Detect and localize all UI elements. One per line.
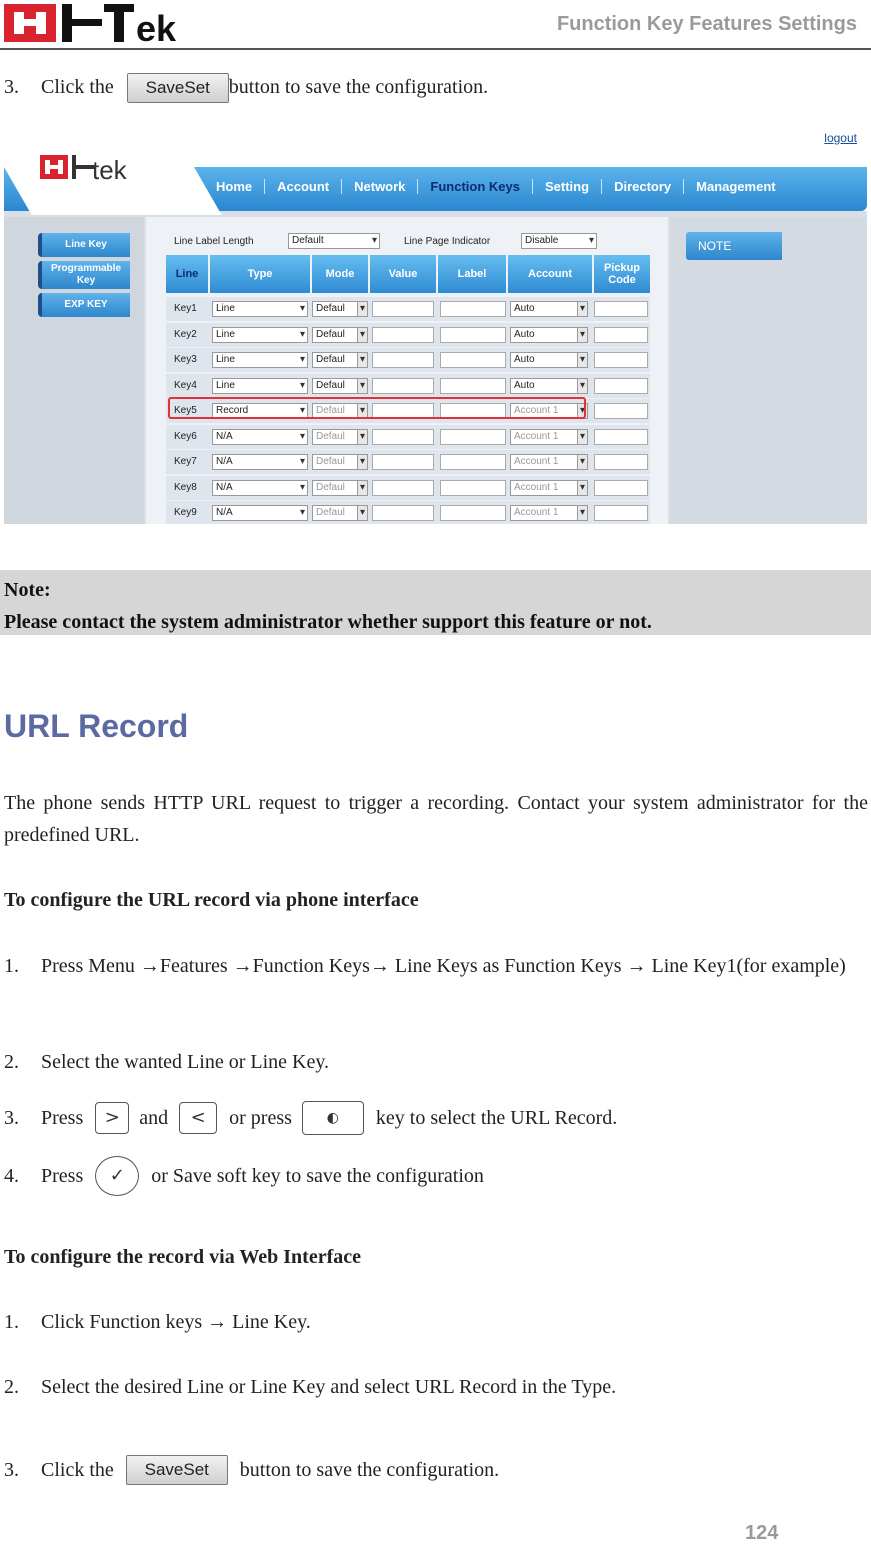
step-text: key to select the URL Record. [375, 1106, 618, 1129]
pickup-code-input [594, 429, 648, 445]
step-text: Press Menu →Features →Function Keys→ Line Keys as Function Keys → Line Key1(for example) [41, 955, 846, 977]
label-input [440, 378, 506, 394]
step-text: or Save soft key to save the configuration [151, 1164, 484, 1187]
col-pickup-code: Pickup Code [594, 255, 650, 293]
label-input [440, 327, 506, 343]
step-text: Click the [41, 76, 114, 98]
page-header-title: Function Key Features Settings [556, 13, 857, 35]
note-label: Note: [4, 579, 51, 601]
step-text: or press [229, 1106, 292, 1129]
web-step-2 [4, 1372, 616, 1403]
step-text: Press [41, 1164, 84, 1187]
label-input [440, 429, 506, 445]
value-input [372, 378, 434, 394]
step-text: and [139, 1106, 169, 1129]
web-step-3 [4, 1450, 499, 1490]
pickup-code-input [594, 480, 648, 496]
phone-step-3 [4, 1092, 617, 1144]
header-divider [0, 48, 871, 50]
step-text: Select the wanted Line or Line Key. [41, 1051, 330, 1073]
mode-select: Defaul ▾ [312, 301, 368, 317]
phone-heading: To configure the URL record via phone interface [4, 889, 419, 911]
web-heading: To configure the record via Web Interface [4, 1246, 361, 1268]
step-text: button to save the configuration. [228, 76, 489, 98]
section-title: URL Record [4, 708, 189, 744]
line-page-indicator-label: Line Page Indicator [404, 236, 491, 247]
svg-text:ek: ek [136, 8, 177, 44]
nav-account: Account [265, 179, 342, 194]
key-name: Key5 [174, 405, 197, 416]
page-number: 124 [745, 1522, 779, 1544]
step-number: 2. [4, 1051, 19, 1073]
sidebar-programmable-key: Programmable Key [38, 261, 130, 289]
htek-logo [4, 2, 194, 44]
mode-select: Defaul ▾ [312, 403, 368, 419]
type-select: Line ▾ [212, 378, 308, 394]
step-text: button to save the configuration. [239, 1458, 500, 1481]
section-intro: The phone sends HTTP URL request to trigger a recording. Contact your system administrator for the predefined URL. [4, 792, 868, 846]
mode-select: Defaul ▾ [312, 429, 368, 445]
mode-select: Defaul ▾ [312, 352, 368, 368]
phone-step-2 [4, 1047, 329, 1078]
col-value: Value [370, 255, 436, 293]
step-number: 4. [4, 1164, 19, 1187]
account-select: Account 1 ▾ [510, 505, 588, 521]
pickup-code-input [594, 327, 648, 343]
line-page-indicator-select: Disable ▾ [521, 233, 597, 249]
nav-management: Management [696, 179, 776, 194]
note-box [0, 570, 871, 635]
key-name: Key3 [174, 354, 197, 365]
right-arrow-key-icon: > [95, 1102, 129, 1134]
saveset-button-image: SaveSet [126, 1455, 228, 1485]
type-select: N/A ▾ [212, 454, 308, 470]
type-select: N/A ▾ [212, 429, 308, 445]
pickup-code-input [594, 403, 648, 419]
ok-check-key-icon: ✓ [95, 1156, 139, 1196]
col-account: Account [508, 255, 592, 293]
account-select: Auto ▾ [510, 352, 588, 368]
step-number: 1. [4, 955, 19, 977]
svg-text:tek: tek [92, 155, 127, 183]
account-select: Account 1 ▾ [510, 403, 588, 419]
step-text: Select the desired Line or Line Key and select URL Record in the Type. [41, 1376, 617, 1398]
type-select: Record ▾ [212, 403, 308, 419]
pickup-code-input [594, 454, 648, 470]
navigation-key-icon: ◐ [302, 1101, 364, 1135]
phone-step-1 [4, 950, 868, 982]
label-input [440, 505, 506, 521]
key-name: Key6 [174, 431, 197, 442]
note-text: Please contact the system administrator whether support this feature or not. [4, 611, 652, 633]
sidebar-exp-key: EXP KEY [38, 293, 130, 317]
phone-step-4 [4, 1152, 484, 1200]
step-text: Click the [41, 1458, 114, 1481]
label-input [440, 480, 506, 496]
account-select: Auto ▾ [510, 327, 588, 343]
value-input [372, 480, 434, 496]
value-input [372, 429, 434, 445]
line-label-length-select: Default ▾ [288, 233, 380, 249]
type-select: Line ▾ [212, 352, 308, 368]
value-input [372, 327, 434, 343]
nav-function-keys: Function Keys [418, 179, 533, 194]
pickup-code-input [594, 378, 648, 394]
left-arrow-key-icon: < [179, 1102, 217, 1134]
step-number: 3. [4, 76, 19, 98]
type-select: Line ▾ [212, 327, 308, 343]
web-htek-logo [40, 153, 150, 183]
account-select: Account 1 ▾ [510, 480, 588, 496]
step-text: Press [41, 1106, 84, 1129]
value-input [372, 301, 434, 317]
value-input [372, 352, 434, 368]
pickup-code-input [594, 505, 648, 521]
key-name: Key2 [174, 329, 197, 340]
account-select: Auto ▾ [510, 301, 588, 317]
mode-select: Defaul ▾ [312, 505, 368, 521]
mode-select: Defaul ▾ [312, 454, 368, 470]
step-number: 2. [4, 1376, 19, 1398]
label-input [440, 454, 506, 470]
step-text: Click Function keys → Line Key. [41, 1311, 311, 1333]
nav-setting: Setting [533, 179, 602, 194]
value-input [372, 505, 434, 521]
web-step-1 [4, 1307, 311, 1338]
nav-home: Home [204, 179, 265, 194]
step-top [4, 72, 488, 103]
record-row-highlight [168, 397, 586, 419]
type-select: Line ▾ [212, 301, 308, 317]
mode-select: Defaul ▾ [312, 480, 368, 496]
mode-select: Defaul ▾ [312, 378, 368, 394]
nav-network: Network [342, 179, 418, 194]
sidebar-line-key: Line Key [38, 233, 130, 257]
key-name: Key8 [174, 482, 197, 493]
type-select: N/A ▾ [212, 505, 308, 521]
col-label: Label [438, 255, 506, 293]
line-label-length-label: Line Label Length [174, 236, 254, 247]
web-ui-screenshot [4, 127, 867, 524]
account-select: Account 1 ▾ [510, 429, 588, 445]
key-name: Key4 [174, 380, 197, 391]
type-select: N/A ▾ [212, 480, 308, 496]
saveset-button-image: SaveSet [127, 73, 229, 103]
col-type: Type [210, 255, 310, 293]
account-select: Account 1 ▾ [510, 454, 588, 470]
key-name: Key1 [174, 303, 197, 314]
logout-link: logout [824, 131, 857, 145]
pickup-code-input [594, 301, 648, 317]
account-select: Auto ▾ [510, 378, 588, 394]
web-note-panel [670, 217, 867, 524]
nav-directory: Directory [602, 179, 684, 194]
pickup-code-input [594, 352, 648, 368]
web-nav-items [204, 179, 788, 194]
col-mode: Mode [312, 255, 368, 293]
step-number: 1. [4, 1311, 19, 1333]
step-number: 3. [4, 1458, 19, 1481]
key-name: Key7 [174, 456, 197, 467]
key-name: Key9 [174, 507, 197, 518]
step-number: 3. [4, 1106, 19, 1129]
value-input [372, 454, 434, 470]
note-tab: NOTE [686, 232, 782, 260]
col-line: Line [166, 255, 208, 293]
label-input [440, 352, 506, 368]
mode-select: Defaul ▾ [312, 327, 368, 343]
label-input [440, 301, 506, 317]
